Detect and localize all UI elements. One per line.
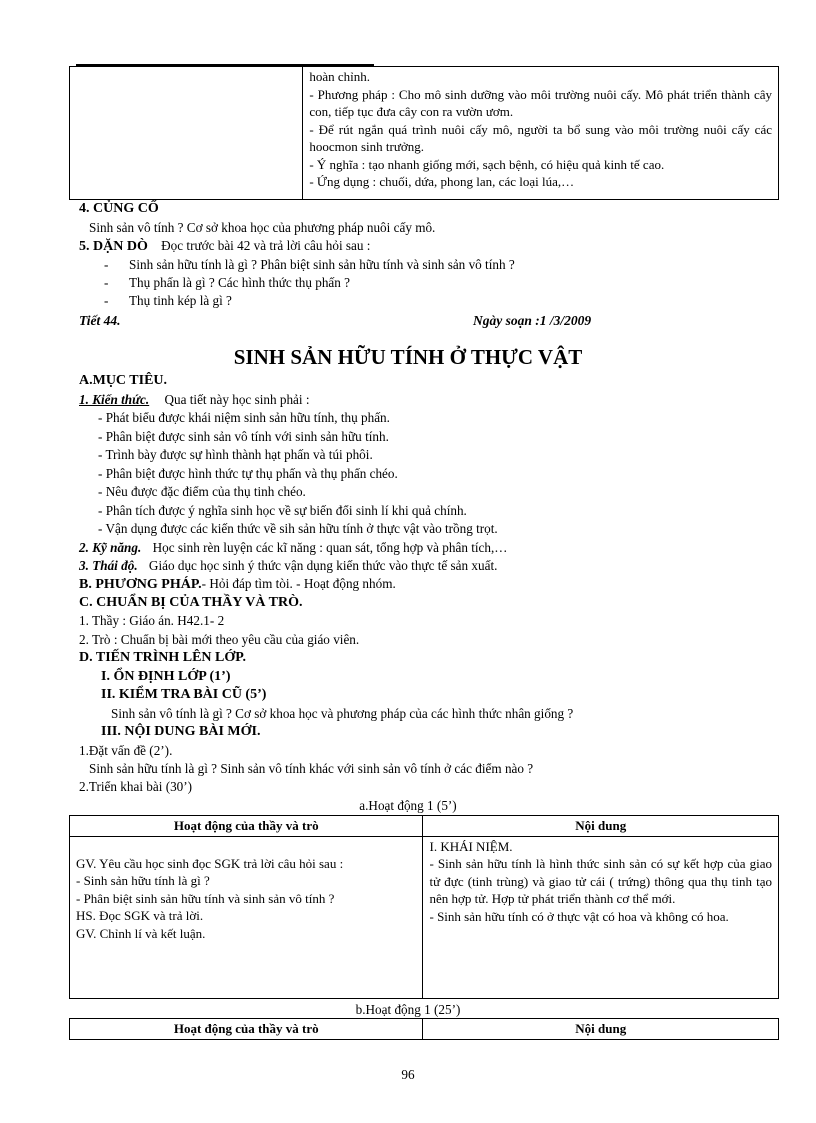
top-line: - Ứng dụng : chuối, dứa, phong lan, các loại lúa,… <box>309 174 575 189</box>
trien-khai-heading: 2.Triển khai bài (30’) <box>79 779 193 794</box>
muc-tieu-item: - Phân biệt được hình thức tự thụ phấn và thụ phấn chéo. <box>98 466 398 481</box>
kiem-tra-text: Sinh sản vô tính là gì ? Cơ sở khoa học và phương pháp của các hình thức nhân giống ? <box>111 706 574 721</box>
cung-co-text: Sinh sản vô tính ? Cơ sở khoa học của phương pháp nuôi cấy mô. <box>89 220 436 235</box>
thai-do-text: Giáo dục học sinh ý thức vận dụng kiến thức vào thực tế sản xuất. <box>148 558 498 573</box>
thai-do-label: 3. Thái độ. <box>79 558 138 573</box>
document-page: hoàn chỉnh. - Phương pháp : Cho mô sinh dưỡng vào môi trường nuôi cấy. Mô phát triển thành cây con, tiếp tục đưa cây con ra vườn ươm. - Để rút ngắn quá trình nuôi cấy mô, người ta bổ sung vào môi trường nuôi cấy các hoocmon sinh trưởng. - Ý nghĩa : tạo nhanh giống mới, sạch bệnh, có hiệu quả kinh tế cao. - Ứng dụng : chuối, dứa, phong lan, các loại lúa,… 4. CỦNG CỐ Sinh sản vô tính ? Cơ sở khoa học của phương pháp nuôi cấy mô. 5. DẶN DÒ Đọc trước bài 42 và trả lời câu hỏi sau : - Sinh sản hữu tính là gì ? Phân biệt sinh sản hữu tính và sinh sản vô tính ? - Thụ phấn là gì ? Các hình thức thụ phấn ? - Thụ tinh kép là gì ? Tiết 44. Ngày soạn :1 /3/2009 SINH SẢN HỮU TÍNH Ở THỰC VẬT A.MỤC TIÊU. 1. Kiến thức. Qua tiết này học sinh phải : - Phát biểu được khái niệm sinh sản hữu tính, thụ phấn. - Phân biệt được sinh sản vô tính với sinh sản hữu tính. - Trình bày được sự hình thành hạt phấn và túi phôi. - Phân biệt được hình thức tự thụ phấn và thụ phấn chéo. - Nêu được đặc điểm của thụ tinh chéo. - Phân tích được ý nghĩa sinh học về sự biến đổi sinh lí khi quả chính. - Vận dụng được các kiến thức về sih sản hữu tính ở thực vật vào trồng trọt. 2. Kỹ năng. Học sinh rèn luyện các kĩ năng : quan sát, tổng hợp và phân tích,… 3. Thái độ. Giáo dục học sinh ý thức vận dụng kiến thức vào thực tế sản xuất. B. PHƯƠNG PHÁP.- Hỏi đáp tìm tòi. - Hoạt động nhóm. C. CHUẨN BỊ CỦA THẦY VÀ TRÒ. 1. Thầy : Giáo án. H42.1- 2 2. Trò : Chuẩn bị bài mới theo yêu cầu của giáo viên. D. TIẾN TRÌNH LÊN LỚP. I. ỔN ĐỊNH LỚP (1’) II. KIỂM TRA BÀI CŨ (5’) Sinh sản vô tính là gì ? Cơ sở khoa học và phương pháp của các hình thức nhân giống ? III. NỘI DUNG BÀI MỚI. 1.Đặt vấn đề (2’). Sinh sản hữu tính là gì ? Sinh sản vô tính khác với sinh sản vô tính ở các điểm nào ? 2.Triển khai bài (30’) a.Hoạt động 1 (5’) Hoạt động của thầy và trò Nội dung GV. Yêu cầu học sinh đọc SGK trả lời câu hỏi sau : - Sinh sản hữu tính là gì ? - Phân biệt sinh sản hữu tính và sinh sản vô tính ? HS. Đọc SGK và trả lời. GV. Chỉnh lí và kết luận. I. KHÁI NIỆM. - Sinh sản hữu tính là hình thức sinh sản có sự kết hợp của giao tử đực (tinh trùng) và giao tử cái ( trứng) thông qua thụ tinh tạo nên hợp tử. Hợp tử phát triển thành cơ thể mới. - Sinh sản hữu tính có ở thực vật có hoa và không có hoa. b.Hoạt động 1 (25’) Hoạt động của thầy và trò Nội dung 96 <box>0 0 816 1123</box>
hoat-dong-b-table <box>69 1018 779 1040</box>
phuong-phap-line <box>79 575 396 593</box>
kiem-tra-heading: II. KIỂM TRA BÀI CŨ (5’) <box>101 687 267 702</box>
lesson-title: SINH SẢN HỮU TÍNH Ở THỰC VẬT <box>233 345 583 369</box>
phuong-phap-text: - Hỏi đáp tìm tòi. - Hoạt động nhóm. <box>201 576 396 591</box>
ky-nang-text: Học sinh rèn luyện các kĩ năng : quan sát, tổng hợp và phân tích,… <box>152 540 508 555</box>
top-line: - Ý nghĩa : tạo nhanh giống mới, sạch bệnh, có hiệu quả kinh tế cao. <box>309 156 665 172</box>
hoat-dong-a-caption: a.Hoạt động 1 (5’) <box>359 798 457 813</box>
hoat-dong-b-col2-header: Nội dung <box>423 1019 779 1040</box>
top-table-left-cell <box>70 67 303 200</box>
hoat-dong-a-left-line: - Sinh sản hữu tính là gì ? <box>76 873 210 888</box>
muc-tieu-item: - Vận dụng được các kiến thức về sih sản hữu tính ở thực vật vào trồng trọt. <box>98 521 498 536</box>
noi-dung-heading: III. NỘI DUNG BÀI MỚI. <box>101 724 261 739</box>
hoat-dong-a-col2-header: Nội dung <box>423 816 779 837</box>
hoat-dong-a-table <box>69 815 779 999</box>
phuong-phap-heading: B. PHƯƠNG PHÁP. <box>79 577 202 592</box>
ky-nang-line <box>79 539 507 556</box>
hoat-dong-b-col1-header: Hoạt động của thầy và trò <box>70 1019 423 1040</box>
page-number: 96 <box>401 1067 415 1082</box>
muc-tieu-item: - Trình bày được sự hình thành hạt phấn và túi phôi. <box>98 447 373 462</box>
tien-trinh-heading: D. TIẾN TRÌNH LÊN LỚP. <box>79 650 247 665</box>
hoat-dong-a-left-line: - Phân biệt sinh sản hữu tính và sinh sản vô tính ? <box>76 890 335 906</box>
hoat-dong-a-right-line: - Sinh sản hữu tính là hình thức sinh sản có sự kết hợp của giao tử đực (tinh trùng) và giao tử cái ( trứng) thông qua thụ tinh tạo nên hợp tử. Hợp tử phát triển thành cơ thể mới. <box>429 856 772 906</box>
cung-co-heading: 4. CỦNG CỐ <box>79 201 159 216</box>
hoat-dong-a-right-cell <box>423 836 779 998</box>
on-dinh-heading: I. ỔN ĐỊNH LỚP (1’) <box>101 669 231 684</box>
hoat-dong-a-left-cell <box>70 836 423 998</box>
top-line: - Phương pháp : Cho mô sinh dưỡng vào môi trường nuôi cấy. Mô phát triển thành cây con, tiếp tục đưa cây con ra vườn ươm. <box>309 86 772 119</box>
kien-thuc-intro: Qua tiết này học sinh phải : <box>164 392 310 407</box>
thai-do-line <box>79 557 497 574</box>
kien-thuc-label: 1. Kiến thức. <box>79 392 150 407</box>
chuan-bi-item: 1. Thầy : Giáo án. H42.1- 2 <box>79 613 225 628</box>
dan-do-intro: Đọc trước bài 42 và trả lời câu hỏi sau : <box>161 238 371 253</box>
top-line: - Để rút ngắn quá trình nuôi cấy mô, người ta bổ sung vào môi trường nuôi cấy các hoocmon sinh trưởng. <box>309 121 772 154</box>
ngay-soan: Ngày soạn :1 /3/2009 <box>473 313 592 328</box>
top-line: hoàn chỉnh. <box>309 69 370 84</box>
hoat-dong-a-left-line: GV. Yêu cầu học sinh đọc SGK trả lời câu hỏi sau : <box>76 855 344 871</box>
kien-thuc-line <box>79 391 310 408</box>
hoat-dong-a-col1-header: Hoạt động của thầy và trò <box>70 816 423 837</box>
dat-van-de-text: Sinh sản hữu tính là gì ? Sinh sản vô tính khác với sinh sản vô tính ở các điểm nào ? <box>89 761 534 776</box>
top-table <box>69 66 779 200</box>
muc-tieu-item: - Phân biệt được sinh sản vô tính với sinh sản hữu tính. <box>98 429 389 444</box>
tiet-label: Tiết 44. <box>79 313 121 328</box>
muc-tieu-item: - Phân tích được ý nghĩa sinh học về sự biến đổi sinh lí khi quả chính. <box>98 503 467 518</box>
muc-tieu-item: - Nêu được đặc điểm của thụ tinh chéo. <box>98 484 306 499</box>
dan-do-heading: 5. DẶN DÒ <box>79 239 148 254</box>
hoat-dong-a-left-line: GV. Chỉnh lí và kết luận. <box>76 925 206 941</box>
hoat-dong-a-right-line: I. KHÁI NIỆM. <box>429 838 513 854</box>
hoat-dong-a-right-line: - Sinh sản hữu tính có ở thực vật có hoa và không có hoa. <box>429 908 729 924</box>
muc-tieu-item: - Phát biểu được khái niệm sinh sản hữu tính, thụ phấn. <box>98 410 390 425</box>
chuan-bi-heading: C. CHUẨN BỊ CỦA THẦY VÀ TRÒ. <box>79 595 303 610</box>
hoat-dong-b-caption: b.Hoạt động 1 (25’) <box>355 1002 461 1017</box>
dan-do-line <box>79 237 370 255</box>
dat-van-de-heading: 1.Đặt vấn đề (2’). <box>79 743 173 758</box>
chuan-bi-item: 2. Trò : Chuẩn bị bài mới theo yêu cầu của giáo viên. <box>79 632 360 647</box>
muc-tieu-heading: A.MỤC TIÊU. <box>79 373 168 388</box>
hoat-dong-a-left-line: HS. Đọc SGK và trả lời. <box>76 908 204 923</box>
top-table-right-cell <box>303 67 779 200</box>
ky-nang-label: 2. Kỹ năng. <box>79 540 142 555</box>
